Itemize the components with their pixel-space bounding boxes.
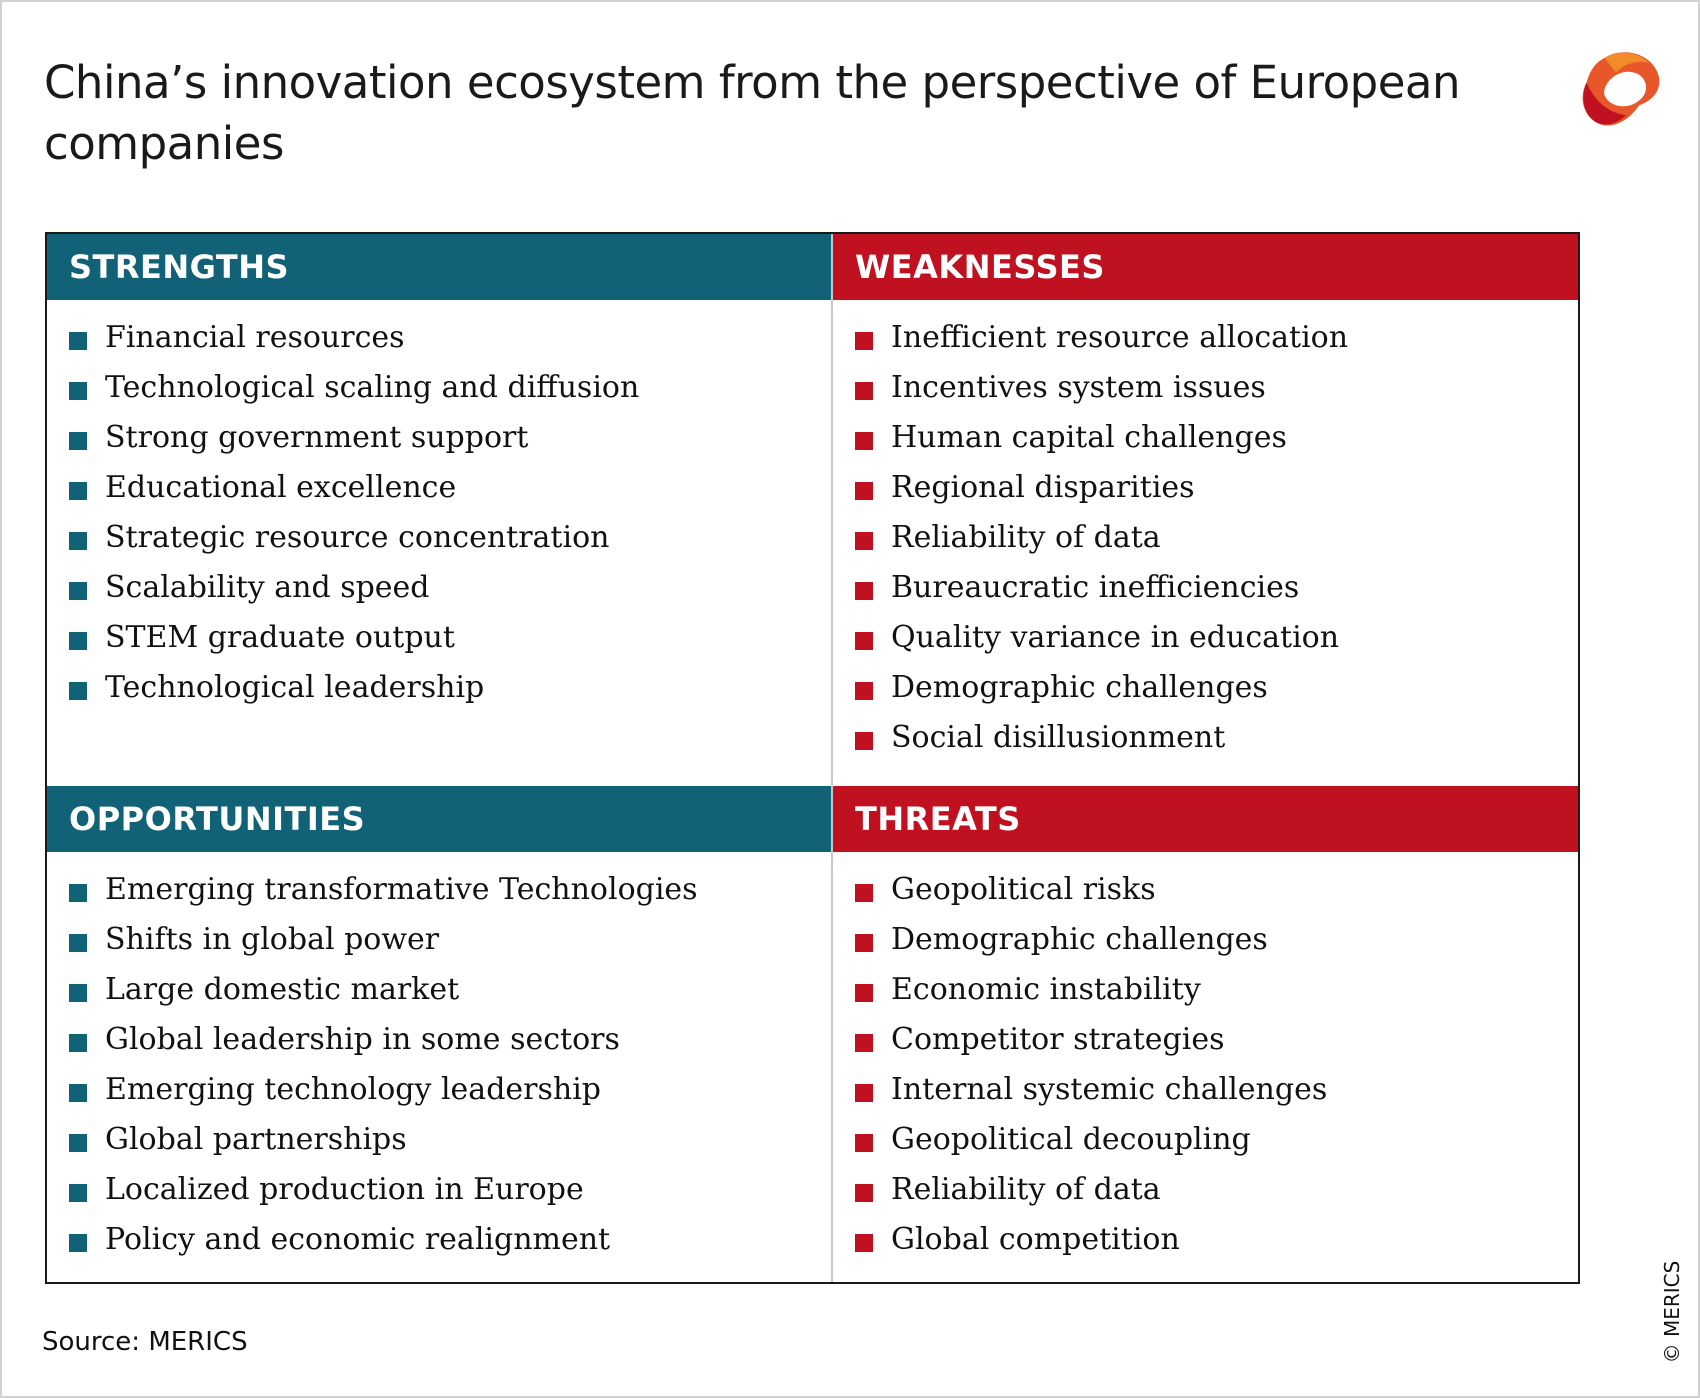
weaknesses-item bbox=[855, 512, 1578, 562]
weaknesses-item-label: Demographic challenges bbox=[891, 669, 1268, 705]
strengths-item bbox=[69, 612, 831, 662]
threats-item bbox=[855, 914, 1578, 964]
figure-title: China’s innovation ecosystem from the perspective of European companies bbox=[44, 56, 1460, 170]
weaknesses-item-label: Bureaucratic inefficiencies bbox=[891, 569, 1300, 605]
strengths-item bbox=[69, 462, 831, 512]
strengths-item bbox=[69, 362, 831, 412]
opportunities-list bbox=[47, 852, 831, 1264]
weaknesses-item-label: Social disillusionment bbox=[891, 719, 1226, 755]
opportunities-item-label: Large domestic market bbox=[105, 971, 460, 1007]
strengths-item-label: Technological leadership bbox=[105, 669, 485, 705]
square-bullet-icon bbox=[69, 934, 87, 952]
threats-item-label: Internal systemic challenges bbox=[891, 1071, 1328, 1107]
weaknesses-item-label: Human capital challenges bbox=[891, 419, 1287, 455]
square-bullet-icon bbox=[855, 432, 873, 450]
opportunities-item-label: Shifts in global power bbox=[105, 921, 440, 957]
threats-item-label: Geopolitical risks bbox=[891, 871, 1156, 907]
square-bullet-icon bbox=[855, 482, 873, 500]
threats-list bbox=[833, 852, 1578, 1264]
weaknesses-item-label: Reliability of data bbox=[891, 519, 1161, 555]
opportunities-item bbox=[69, 1114, 831, 1164]
opportunities-item-label: Global leadership in some sectors bbox=[105, 1021, 620, 1057]
weaknesses-item-label: Quality variance in education bbox=[891, 619, 1340, 655]
square-bullet-icon bbox=[69, 884, 87, 902]
threats-item bbox=[855, 1014, 1578, 1064]
opportunities-item-label: Policy and economic realignment bbox=[105, 1221, 611, 1257]
opportunities-item-label: Emerging transformative Technologies bbox=[105, 871, 698, 907]
strengths-quadrant bbox=[47, 234, 833, 786]
strengths-item bbox=[69, 662, 831, 712]
threats-item-label: Competitor strategies bbox=[891, 1021, 1225, 1057]
threats-item-label: Reliability of data bbox=[891, 1171, 1161, 1207]
threats-item bbox=[855, 1064, 1578, 1114]
weaknesses-item-label: Inefficient resource allocation bbox=[891, 319, 1349, 355]
strengths-item-label: Educational excellence bbox=[105, 469, 457, 505]
strengths-item bbox=[69, 512, 831, 562]
opportunities-item bbox=[69, 864, 831, 914]
threats-item bbox=[855, 1214, 1578, 1264]
opportunities-item-label: Emerging technology leadership bbox=[105, 1071, 602, 1107]
square-bullet-icon bbox=[855, 732, 873, 750]
square-bullet-icon bbox=[69, 1034, 87, 1052]
swot-grid bbox=[45, 232, 1580, 1284]
weaknesses-item bbox=[855, 462, 1578, 512]
opportunities-item bbox=[69, 1064, 831, 1114]
square-bullet-icon bbox=[69, 582, 87, 600]
square-bullet-icon bbox=[855, 1034, 873, 1052]
strengths-item-label: Financial resources bbox=[105, 319, 405, 355]
opportunities-heading: OPPORTUNITIES bbox=[47, 786, 831, 852]
threats-item-label: Global competition bbox=[891, 1221, 1180, 1257]
square-bullet-icon bbox=[855, 682, 873, 700]
opportunities-item bbox=[69, 1014, 831, 1064]
square-bullet-icon bbox=[69, 1084, 87, 1102]
weaknesses-item-label: Incentives system issues bbox=[891, 369, 1266, 405]
threats-item bbox=[855, 864, 1578, 914]
square-bullet-icon bbox=[855, 1134, 873, 1152]
weaknesses-heading: WEAKNESSES bbox=[833, 234, 1578, 300]
strengths-item bbox=[69, 312, 831, 362]
copyright-note: © MERICS bbox=[1660, 1260, 1684, 1364]
square-bullet-icon bbox=[69, 382, 87, 400]
square-bullet-icon bbox=[855, 1084, 873, 1102]
weaknesses-item bbox=[855, 412, 1578, 462]
threats-item bbox=[855, 1114, 1578, 1164]
square-bullet-icon bbox=[69, 532, 87, 550]
square-bullet-icon bbox=[855, 1234, 873, 1252]
weaknesses-item bbox=[855, 612, 1578, 662]
opportunities-item bbox=[69, 1164, 831, 1214]
merics-logo-icon bbox=[1580, 48, 1662, 130]
square-bullet-icon bbox=[69, 432, 87, 450]
weaknesses-quadrant bbox=[833, 234, 1578, 786]
opportunities-item-label: Global partnerships bbox=[105, 1121, 407, 1157]
square-bullet-icon bbox=[855, 984, 873, 1002]
weaknesses-list bbox=[833, 300, 1578, 762]
square-bullet-icon bbox=[69, 1134, 87, 1152]
strengths-item-label: Strong government support bbox=[105, 419, 529, 455]
square-bullet-icon bbox=[855, 884, 873, 902]
threats-item bbox=[855, 1164, 1578, 1214]
weaknesses-item bbox=[855, 662, 1578, 712]
source-note: Source: MERICS bbox=[42, 1327, 248, 1357]
square-bullet-icon bbox=[855, 934, 873, 952]
square-bullet-icon bbox=[855, 532, 873, 550]
strengths-item-label: Technological scaling and diffusion bbox=[105, 369, 640, 405]
strengths-list bbox=[47, 300, 831, 712]
opportunities-quadrant bbox=[47, 786, 833, 1282]
square-bullet-icon bbox=[69, 682, 87, 700]
strengths-item bbox=[69, 562, 831, 612]
square-bullet-icon bbox=[855, 1184, 873, 1202]
strengths-item-label: Scalability and speed bbox=[105, 569, 430, 605]
square-bullet-icon bbox=[69, 1234, 87, 1252]
threats-item-label: Geopolitical decoupling bbox=[891, 1121, 1251, 1157]
weaknesses-item-label: Regional disparities bbox=[891, 469, 1195, 505]
strengths-item-label: Strategic resource concentration bbox=[105, 519, 610, 555]
opportunities-item-label: Localized production in Europe bbox=[105, 1171, 584, 1207]
square-bullet-icon bbox=[69, 984, 87, 1002]
square-bullet-icon bbox=[855, 632, 873, 650]
weaknesses-item bbox=[855, 362, 1578, 412]
square-bullet-icon bbox=[855, 382, 873, 400]
weaknesses-item bbox=[855, 312, 1578, 362]
square-bullet-icon bbox=[855, 332, 873, 350]
square-bullet-icon bbox=[855, 582, 873, 600]
weaknesses-item bbox=[855, 562, 1578, 612]
square-bullet-icon bbox=[69, 482, 87, 500]
threats-quadrant bbox=[833, 786, 1578, 1282]
square-bullet-icon bbox=[69, 632, 87, 650]
opportunities-item bbox=[69, 1214, 831, 1264]
threats-item-label: Demographic challenges bbox=[891, 921, 1268, 957]
square-bullet-icon bbox=[69, 1184, 87, 1202]
opportunities-item bbox=[69, 964, 831, 1014]
weaknesses-item bbox=[855, 712, 1578, 762]
square-bullet-icon bbox=[69, 332, 87, 350]
strengths-heading: STRENGTHS bbox=[47, 234, 831, 300]
opportunities-item bbox=[69, 914, 831, 964]
strengths-item bbox=[69, 412, 831, 462]
threats-item-label: Economic instability bbox=[891, 971, 1201, 1007]
threats-heading: THREATS bbox=[833, 786, 1578, 852]
strengths-item-label: STEM graduate output bbox=[105, 619, 455, 655]
threats-item bbox=[855, 964, 1578, 1014]
